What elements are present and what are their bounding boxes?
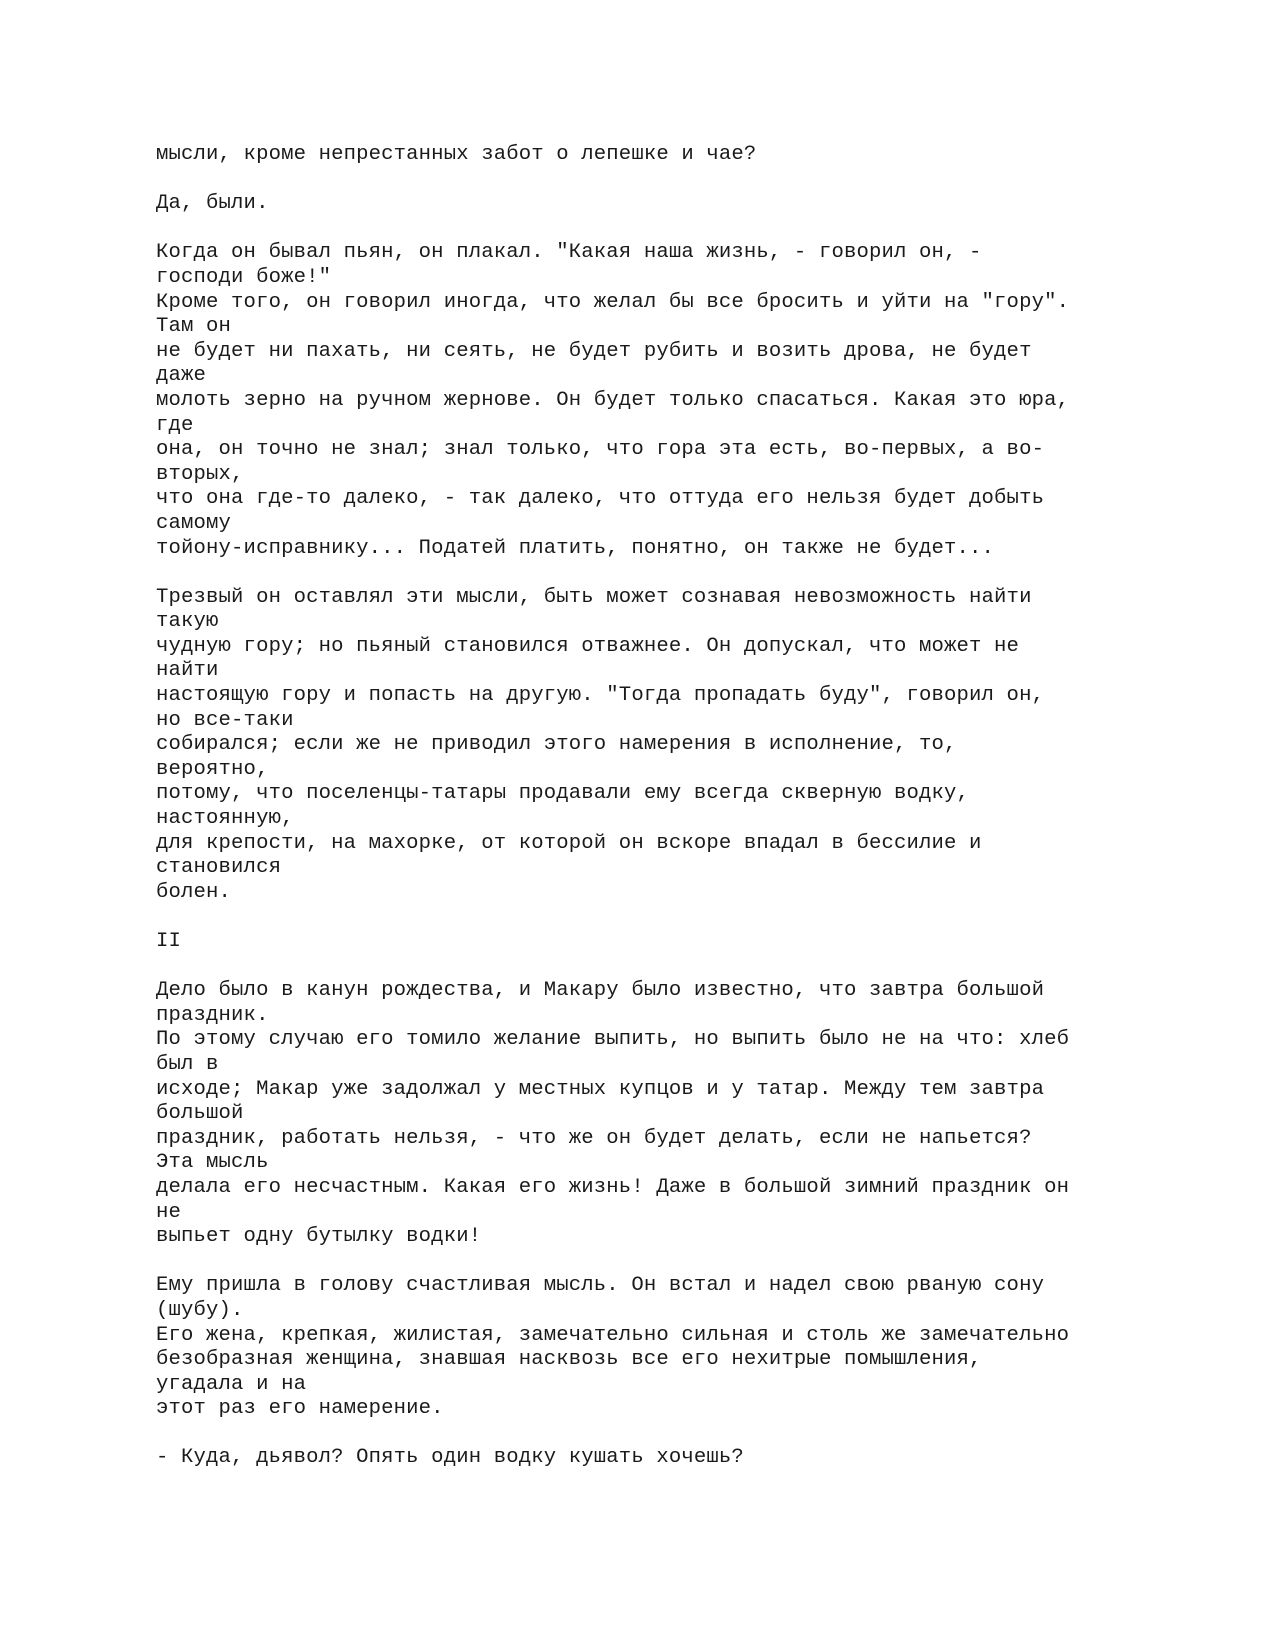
- text-line: [156, 217, 1236, 242]
- text-line: Дело было в канун рождества, и Макару было известно, что завтра большой: [156, 979, 1045, 1003]
- text-line: настоящую гору и попасть на другую. "Тогда пропадать буду", говорил он,: [156, 684, 1045, 708]
- text-line: она, он точно не знал; знал только, что гора эта есть, во-первых, а во-: [156, 438, 1045, 462]
- text-line: угадала и на: [156, 1372, 307, 1396]
- text-line: господи боже!": [156, 265, 332, 289]
- text-line: По этому случаю его томило желание выпить, но выпить было не на что: хлеб: [156, 1028, 1070, 1052]
- text-line: делала его несчастным. Какая его жизнь! Даже в большой зимний праздник он: [156, 1175, 1070, 1199]
- text-line: Да, были.: [156, 192, 269, 216]
- text-line: Трезвый он оставлял эти мысли, быть может сознавая невозможность найти: [156, 585, 1032, 609]
- text-line: Его жена, крепкая, жилистая, замечательно сильная и столь же замечательно: [156, 1323, 1070, 1347]
- text-line: потому, что поселенцы-татары продавали ему всегда скверную водку,: [156, 782, 970, 806]
- text-line: II: [156, 930, 182, 953]
- text-line: [156, 955, 1236, 980]
- text-line: выпьет одну бутылку водки!: [156, 1225, 482, 1249]
- text-line: исходе; Макар уже задолжал у местных купцов и у татар. Между тем завтра: [156, 1077, 1045, 1101]
- text-line: [156, 1250, 1236, 1275]
- text-line: (шубу).: [156, 1298, 244, 1322]
- text-line: самому: [156, 511, 232, 535]
- document-body-text: [156, 143, 1236, 1471]
- text-line: Там он: [156, 315, 232, 339]
- text-line: безобразная женщина, знавшая насквозь все его нехитрые помышления,: [156, 1348, 982, 1372]
- text-line: Ему пришла в голову счастливая мысль. Он встал и надел свою рваную сону: [156, 1274, 1045, 1298]
- text-line: праздник.: [156, 1003, 269, 1027]
- text-line: [156, 905, 1236, 930]
- text-line: этот раз его намерение.: [156, 1397, 444, 1421]
- text-line: [156, 168, 1236, 193]
- text-line: настоянную,: [156, 807, 294, 831]
- text-line: [156, 1422, 1236, 1447]
- text-line: но все-таки: [156, 708, 294, 732]
- text-line: где: [156, 413, 194, 437]
- text-line: - Куда, дьявол? Опять один водку кушать хочешь?: [156, 1446, 744, 1470]
- text-line: был в: [156, 1052, 219, 1076]
- text-line: вероятно,: [156, 757, 269, 781]
- text-line: для крепости, на махорке, от которой он вскоре впадал в бессилие и: [156, 831, 982, 855]
- text-line: не: [156, 1200, 182, 1224]
- text-line: болен.: [156, 880, 232, 904]
- text-line: чудную гору; но пьяный становился отважнее. Он допускал, что может не: [156, 634, 1020, 658]
- text-line: найти: [156, 659, 219, 683]
- text-line: собирался; если же не приводил этого намерения в исполнение, то,: [156, 733, 957, 757]
- text-line: тойону-исправнику... Податей платить, понятно, он также не будет...: [156, 536, 995, 560]
- text-line: праздник, работать нельзя, - что же он будет делать, если не напьется?: [156, 1126, 1032, 1150]
- text-line: вторых,: [156, 462, 244, 486]
- text-line: такую: [156, 610, 219, 634]
- text-line: Эта мысль: [156, 1151, 269, 1175]
- text-line: даже: [156, 364, 207, 388]
- text-line: Когда он бывал пьян, он плакал. "Какая наша жизнь, - говорил он, -: [156, 241, 982, 265]
- text-line: молоть зерно на ручном жернове. Он будет только спасаться. Какая это юра,: [156, 388, 1070, 412]
- text-line: становился: [156, 856, 282, 880]
- text-line: не будет ни пахать, ни сеять, не будет рубить и возить дрова, не будет: [156, 339, 1032, 363]
- text-line: что она где-то далеко, - так далеко, что оттуда его нельзя будет добыть: [156, 487, 1045, 511]
- text-line: большой: [156, 1102, 244, 1126]
- text-line: мысли, кроме непрестанных забот о лепешке и чае?: [156, 143, 757, 166]
- text-line: [156, 561, 1236, 586]
- text-line: Кроме того, он говорил иногда, что желал бы все бросить и уйти на "гору".: [156, 290, 1070, 314]
